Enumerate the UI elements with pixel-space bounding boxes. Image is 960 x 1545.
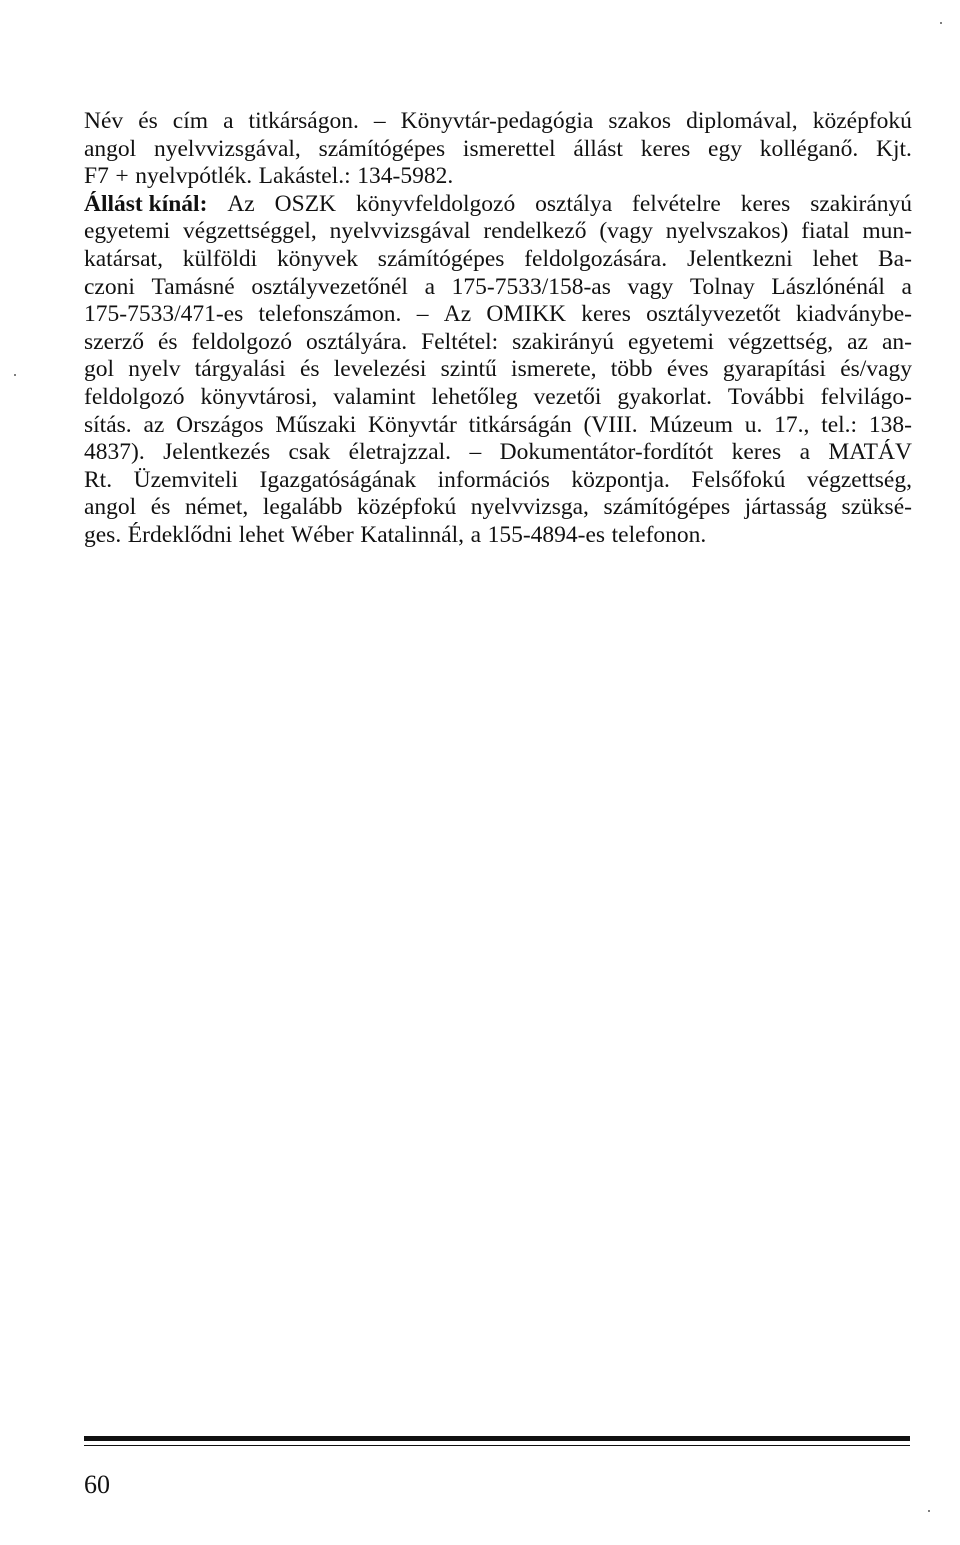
text-line: sítás. az Országos Műszaki Könyvtár titkárságán (VIII. Múzeum u. 17., tel.: 138- <box>84 411 912 438</box>
body-text <box>84 108 912 550</box>
text-line: 175-7533/471-es telefonszámon. – Az OMIKK keres osztályvezetőt kiadványbe- <box>84 301 912 328</box>
run-in-heading: Állást kínál: <box>84 190 208 217</box>
footer-rule-thick <box>84 1436 910 1441</box>
text-line: katársat, külföldi könyvek számítógépes feldolgozására. Jelentkezni lehet Ba- <box>84 245 912 272</box>
page-number: 60 <box>84 1470 110 1499</box>
text-line: ges. Érdeklődni lehet Wéber Katalinnál, a 155-4894-es telefonon. <box>84 521 707 548</box>
text-line: 4837). Jelentkezés csak életrajzzal. – Dokumentátor-fordítót keres a MATÁV <box>84 439 912 466</box>
text-line: egyetemi végzettséggel, nyelvvizsgával rendelkező (vagy nyelvszakos) fiatal mun- <box>84 218 912 245</box>
text-line: Rt. Üzemviteli Igazgatóságának információs központja. Felsőfokú végzettség, <box>84 466 912 493</box>
text-line: angol és német, legalább középfokú nyelvvizsga, számítógépes jártasság szüksé- <box>84 494 912 521</box>
text-line: F7 + nyelvpótlék. Lakástel.: 134-5982. <box>84 163 454 190</box>
text-line: angol nyelvvizsgával, számítógépes ismerettel állást keres egy kolléganő. Kjt. <box>84 135 912 162</box>
text-line: feldolgozó könyvtárosi, valamint lehetőleg vezetői gyakorlat. További felvilágo- <box>84 383 912 410</box>
text-line: szerző és feldolgozó osztályára. Feltétel: szakirányú egyetemi végzettség, az an- <box>84 328 912 355</box>
scan-speck <box>940 22 942 24</box>
footer-rule-thin <box>84 1445 910 1446</box>
text-line: Állást kínál: Az OSZK könyvfeldolgozó osztálya felvételre keres szakirányú <box>84 190 912 217</box>
text-line: gol nyelv tárgyalási és levelezési szintű ismerete, több éves gyarapítási és/vagy <box>84 356 912 383</box>
text-line: Név és cím a titkárságon. – Könyvtár-pedagógia szakos diplomával, középfokú <box>84 108 912 134</box>
scan-speck <box>14 374 16 376</box>
text-line: czoni Tamásné osztályvezetőnél a 175-7533/158-as vagy Tolnay Lászlónénál a <box>84 273 912 300</box>
scan-speck <box>928 1510 930 1512</box>
